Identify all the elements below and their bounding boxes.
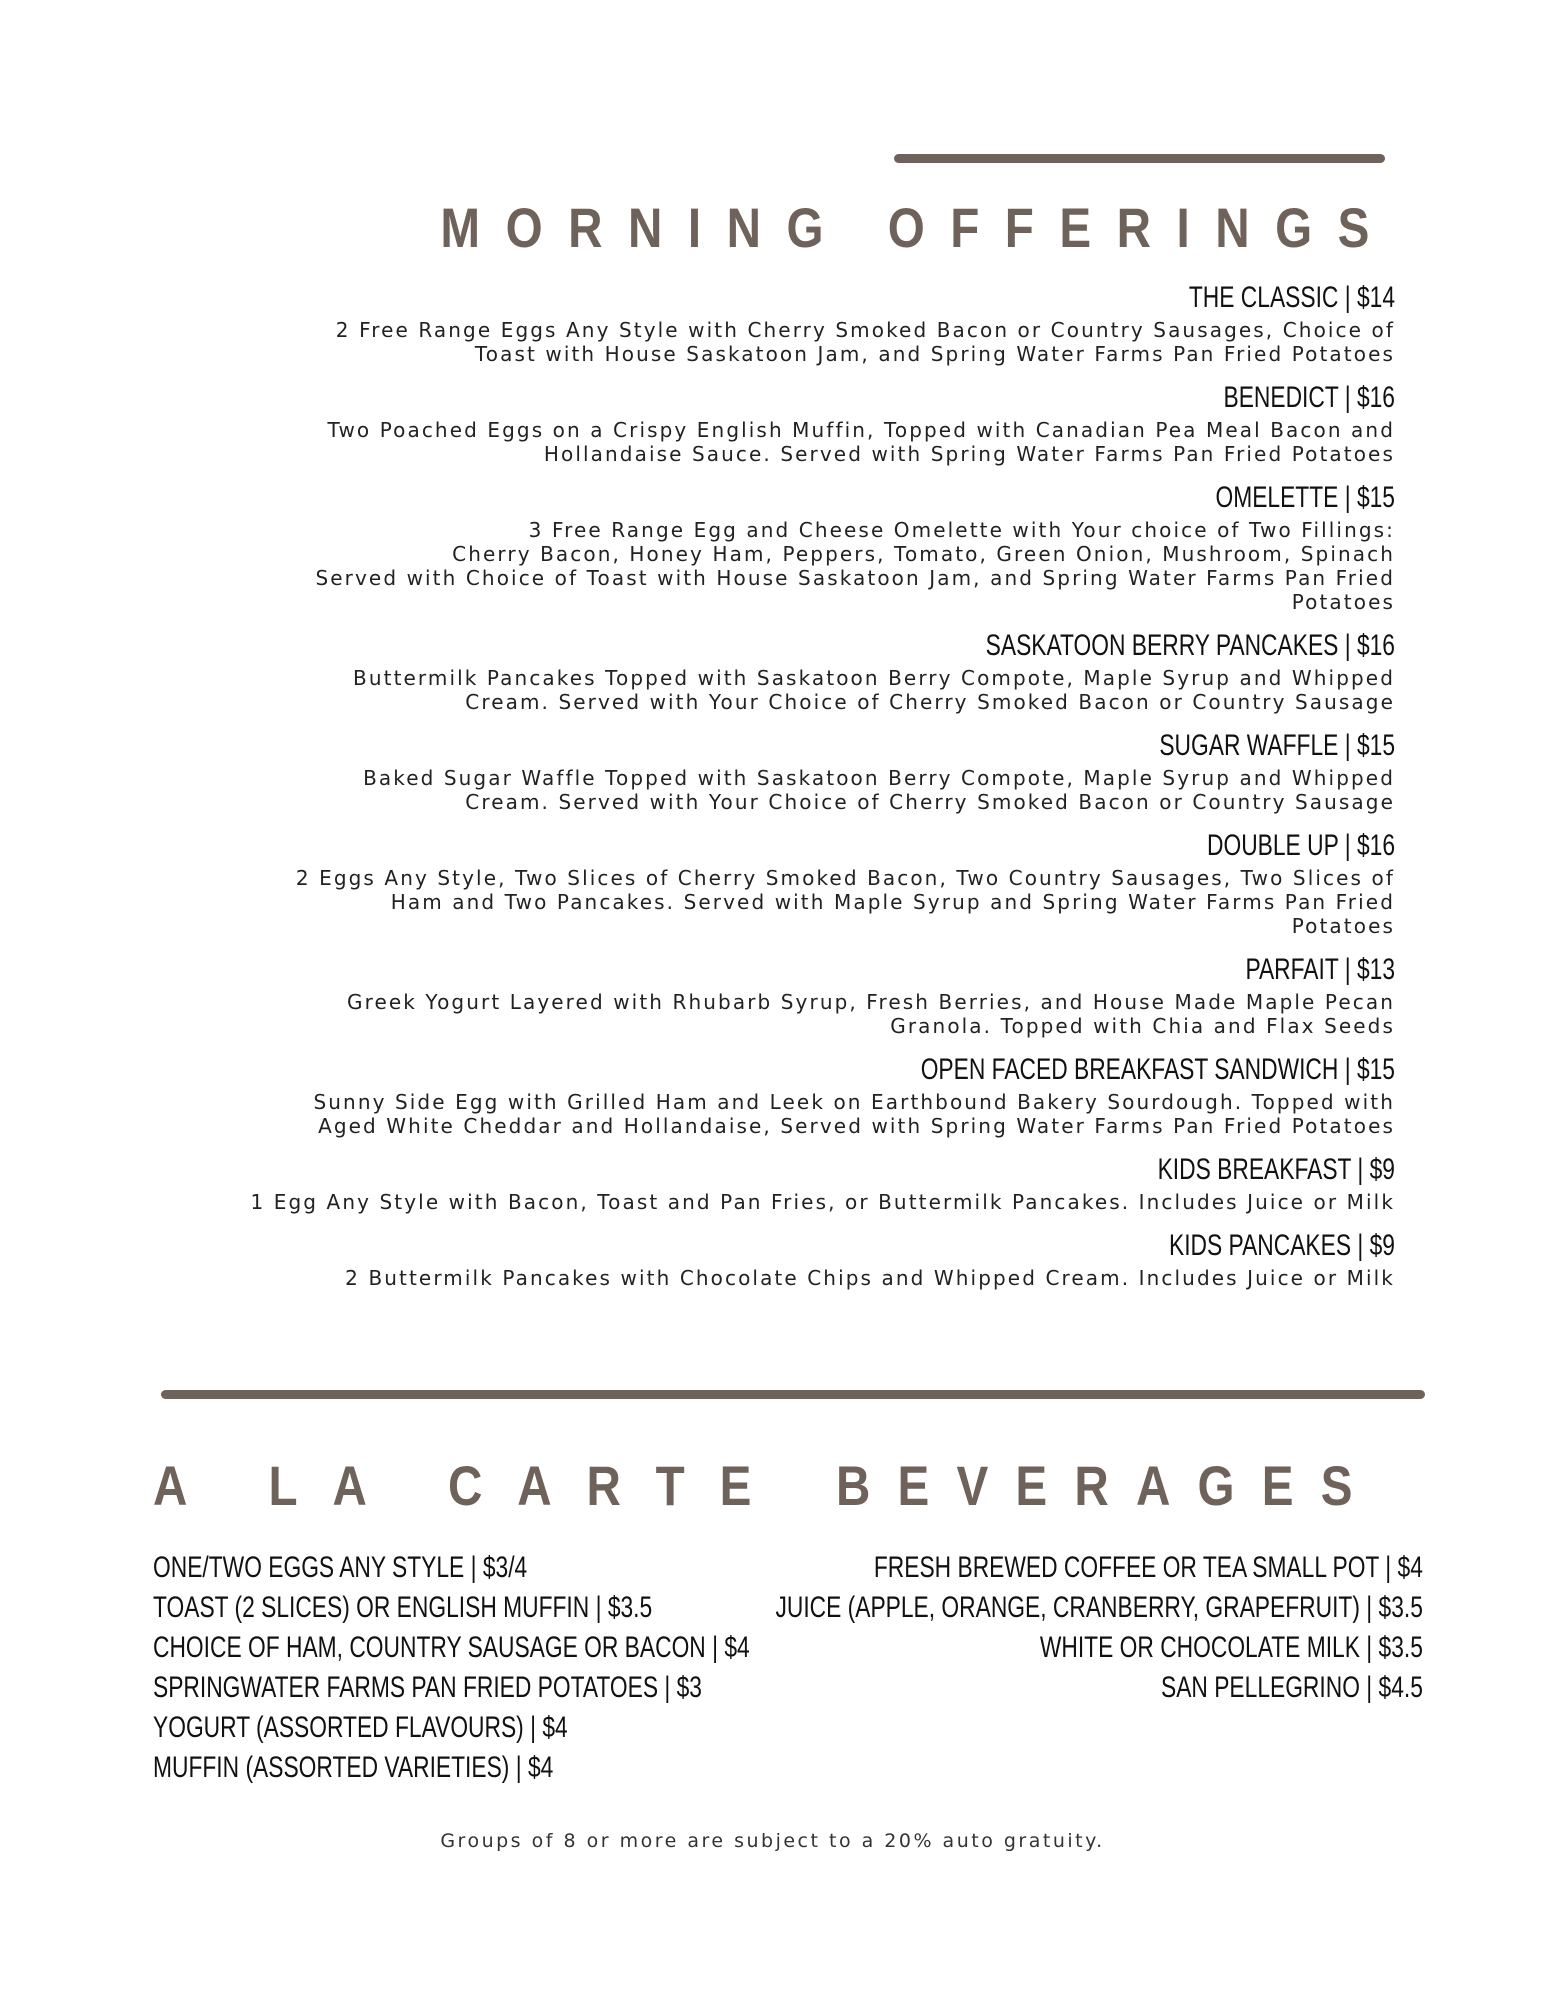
menu-item-name: PARFAIT | $13 — [1245, 953, 1395, 986]
a-la-carte-item: MUFFIN (ASSORTED VARIETIES) | $4 — [153, 1751, 554, 1784]
menu-item-name: SUGAR WAFFLE | $15 — [1159, 729, 1395, 762]
menu-item — [15, 278, 1395, 366]
beverages-title: BEVERAGES — [836, 1454, 1380, 1517]
menu-item — [15, 1050, 1395, 1138]
menu-item-name: SASKATOON BERRY PANCAKES | $16 — [985, 629, 1395, 662]
beverage-item: FRESH BREWED COFFEE OR TEA SMALL POT | $4 — [873, 1551, 1423, 1584]
menu-item-description: 1 Egg Any Style with Bacon, Toast and Pan Fries, or Buttermilk Pancakes. Includes Juice or Milk — [250, 1190, 1395, 1214]
menu-item-description: Buttermilk Pancakes Topped with Saskatoon Berry Compote, Maple Syrup and Whipped Cream. Served with Your Choice of Cherry Smoked Bacon or Country Sausage — [353, 666, 1395, 714]
beverage-item: SAN PELLEGRINO | $4.5 — [1161, 1671, 1423, 1704]
menu-item-name: DOUBLE UP | $16 — [1207, 829, 1395, 862]
menu-item-description: Sunny Side Egg with Grilled Ham and Leek on Earthbound Bakery Sourdough. Topped with Aged White Cheddar and Hollandaise, Served with Spring Water Farms Pan Fried Potatoes — [313, 1090, 1395, 1138]
a-la-carte-title: A LA CARTE — [153, 1454, 787, 1517]
gratuity-note: Groups of 8 or more are subject to a 20% auto gratuity. — [440, 1830, 1105, 1852]
beverages-list — [571, 1548, 1423, 1708]
menu-item — [15, 826, 1395, 938]
morning-offerings-title: MORNING OFFERINGS — [440, 196, 1395, 259]
a-la-carte-item: TOAST (2 SLICES) OR ENGLISH MUFFIN | $3.5 — [153, 1591, 653, 1624]
menu-item-description: 2 Eggs Any Style, Two Slices of Cherry Smoked Bacon, Two Country Sausages, Two Slices of Ham and Two Pancakes. Served with Maple Syrup and Spring Water Farms Pan Fried Potatoes — [295, 866, 1395, 938]
a-la-carte-item: ONE/TWO EGGS ANY STYLE | $3/4 — [153, 1551, 528, 1584]
menu-item-name: BENEDICT | $16 — [1223, 381, 1395, 414]
menu-item — [15, 478, 1395, 614]
menu-item-description: Two Poached Eggs on a Crispy English Muffin, Topped with Canadian Pea Meal Bacon and Hollandaise Sauce. Served with Spring Water Farms Pan Fried Potatoes — [327, 418, 1395, 466]
menu-item-description: 2 Free Range Eggs Any Style with Cherry Smoked Bacon or Country Sausages, Choice of Toast with House Saskatoon Jam, and Spring Water Farms Pan Fried Potatoes — [335, 318, 1395, 366]
menu-item — [15, 1226, 1395, 1290]
menu-item — [15, 950, 1395, 1038]
menu-item — [15, 1150, 1395, 1214]
section-divider — [161, 1390, 1425, 1399]
beverage-item: JUICE (APPLE, ORANGE, CRANBERRY, GRAPEFRUIT) | $3.5 — [775, 1591, 1423, 1624]
a-la-carte-item: YOGURT (ASSORTED FLAVOURS) | $4 — [153, 1711, 568, 1744]
menu-item-name: KIDS BREAKFAST | $9 — [1157, 1153, 1395, 1186]
menu-item-description: 3 Free Range Egg and Cheese Omelette with Your choice of Two Fillings: Cherry Bacon, Honey Ham, Peppers, Tomato, Green Onion, Mushroom, Spinach Served with Choice of Toast with House Saskatoon Jam, and Spring Water Farms Pan Fried Potatoes — [315, 518, 1395, 614]
menu-item-description: Greek Yogurt Layered with Rhubarb Syrup, Fresh Berries, and House Made Maple Pecan Granola. Topped with Chia and Flax Seeds — [347, 990, 1395, 1038]
beverage-item: WHITE OR CHOCOLATE MILK | $3.5 — [1039, 1631, 1423, 1664]
morning-menu-list — [15, 278, 1395, 1302]
menu-item — [15, 726, 1395, 814]
menu-item — [15, 626, 1395, 714]
menu-item-name: KIDS PANCAKES | $9 — [1169, 1229, 1395, 1262]
a-la-carte-item: SPRINGWATER FARMS PAN FRIED POTATOES | $3 — [153, 1671, 702, 1704]
top-divider — [894, 154, 1385, 163]
menu-item-name: OMELETTE | $15 — [1215, 481, 1395, 514]
menu-item-description: 2 Buttermilk Pancakes with Chocolate Chips and Whipped Cream. Includes Juice or Milk — [345, 1266, 1395, 1290]
menu-item — [15, 378, 1395, 466]
menu-item-name: THE CLASSIC | $14 — [1188, 281, 1395, 314]
menu-item-description: Baked Sugar Waffle Topped with Saskatoon Berry Compote, Maple Syrup and Whipped Cream. Served with Your Choice of Cherry Smoked Bacon or Country Sausage — [363, 766, 1395, 814]
menu-item-name: OPEN FACED BREAKFAST SANDWICH | $15 — [920, 1053, 1395, 1086]
a-la-carte-item: CHOICE OF HAM, COUNTRY SAUSAGE OR BACON | $4 — [153, 1631, 750, 1664]
